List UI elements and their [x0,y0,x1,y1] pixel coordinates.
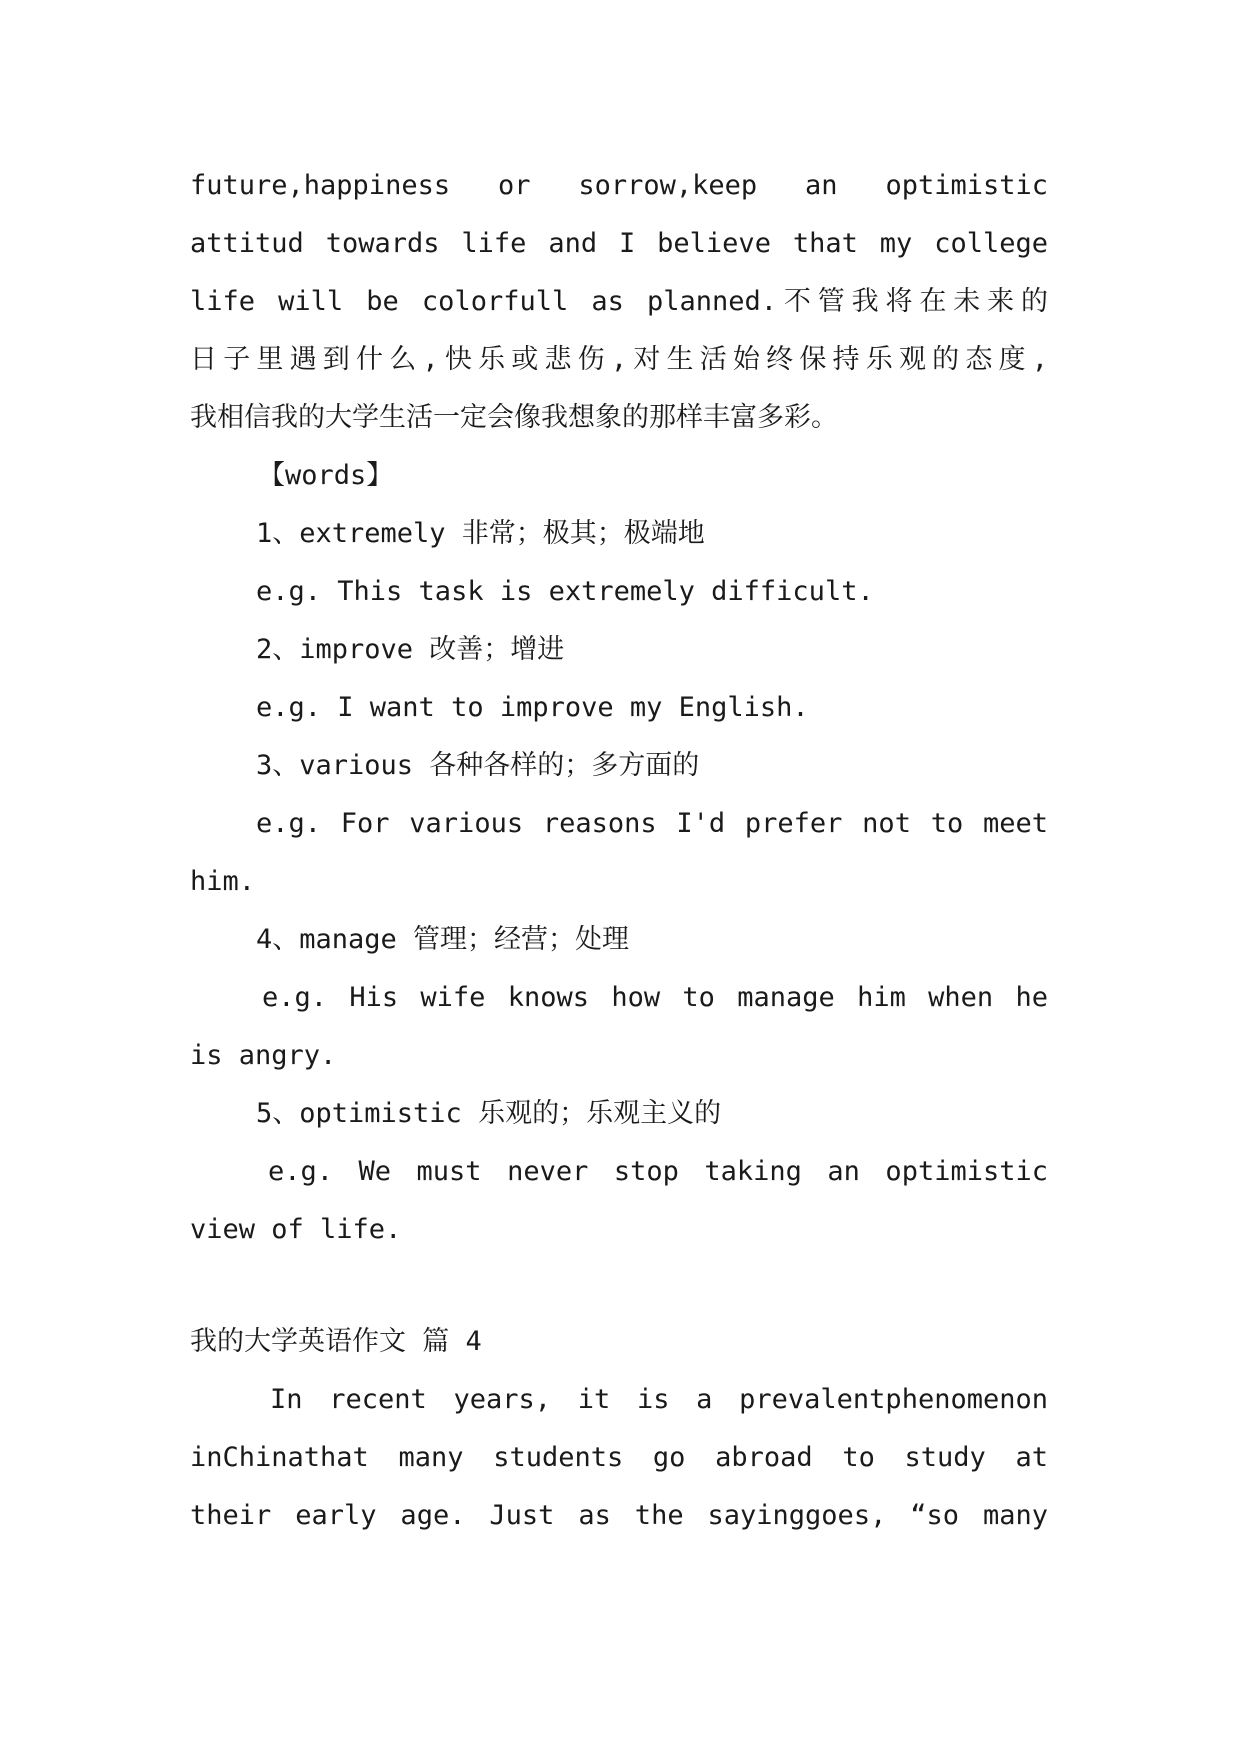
word-example-continuation: is angry. [190,1040,337,1071]
word-example-continuation: him. [190,866,256,897]
word-term: 1、extremely 非常；极其；极端地 [256,518,705,549]
word-example: e.g. This task is extremely difficult. [256,576,874,607]
paragraph-line: future,happiness or sorrow,keep an optimistic [190,170,1048,201]
paragraph-line: inChinathat many students go abroad to study at [190,1442,1048,1473]
paragraph-line: life will be colorfull as planned.不管我将在未来的 [190,286,1048,317]
word-example: e.g. His wife knows how to manage him when he [262,982,1048,1013]
word-term: 2、improve 改善；增进 [256,634,565,665]
word-example: e.g. For various reasons I'd prefer not to meet [256,808,1048,839]
section-title: 我的大学英语作文 篇 4 [190,1326,482,1357]
word-example-continuation: view of life. [190,1214,402,1245]
paragraph-line: attitud towards life and I believe that my college [190,228,1048,259]
word-term: 3、various 各种各样的；多方面的 [256,750,700,781]
paragraph-line: 日子里遇到什么,快乐或悲伤,对生活始终保持乐观的态度, [190,344,1048,375]
word-term: 5、optimistic 乐观的；乐观主义的 [256,1098,722,1129]
paragraph-line: their early age. Just as the sayinggoes, “so many [190,1500,1048,1531]
word-example: e.g. We must never stop taking an optimistic [268,1156,1048,1187]
word-example: e.g. I want to improve my English. [256,692,809,723]
words-heading: 【words】 [258,460,394,491]
word-term: 4、manage 管理；经营；处理 [256,924,630,955]
paragraph-line: 我相信我的大学生活一定会像我想象的那样丰富多彩。 [190,402,838,433]
paragraph-line: In recent years, it is a prevalentphenomenon [270,1384,1048,1415]
